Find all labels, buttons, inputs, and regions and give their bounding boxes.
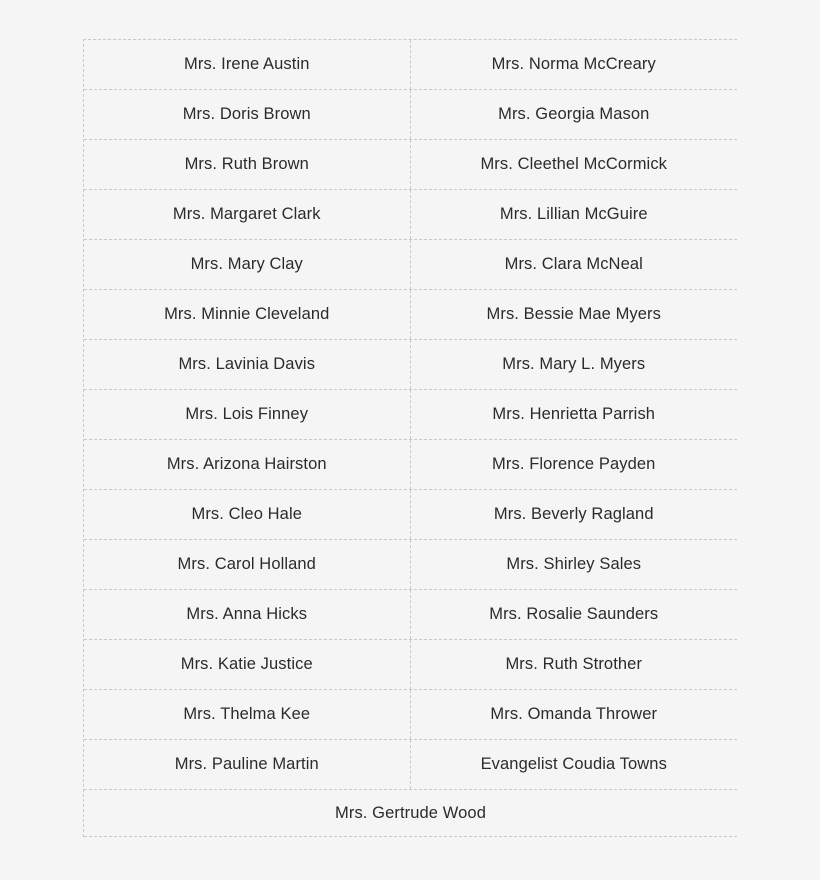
- roster-row: [84, 390, 737, 440]
- roster-name-left: Mrs. Mary Clay: [84, 240, 411, 289]
- roster-row: [84, 90, 737, 140]
- roster-row: [84, 290, 737, 340]
- roster-row: [84, 590, 737, 640]
- roster-footer-name: Mrs. Gertrude Wood: [335, 803, 486, 822]
- roster-name-right: Mrs. Bessie Mae Myers: [486, 305, 661, 323]
- roster-name-left: Mrs. Katie Justice: [84, 640, 411, 689]
- roster-name-right: Mrs. Florence Payden: [492, 455, 656, 473]
- roster-row: [84, 240, 737, 290]
- roster-name-left: Mrs. Minnie Cleveland: [84, 290, 411, 339]
- roster-name-left: Mrs. Thelma Kee: [84, 690, 411, 739]
- roster-table: [83, 39, 737, 837]
- roster-name-right: Mrs. Mary L. Myers: [502, 355, 646, 373]
- roster-name-left: Mrs. Arizona Hairston: [84, 440, 411, 489]
- roster-row: [84, 340, 737, 390]
- roster-row: [84, 40, 737, 90]
- roster-name-left: Mrs. Lavinia Davis: [84, 340, 411, 389]
- roster-name-right: Mrs. Lillian McGuire: [499, 205, 648, 223]
- roster-name-right: Mrs. Shirley Sales: [506, 555, 642, 573]
- roster-name-right: Evangelist Coudia Towns: [480, 755, 667, 773]
- roster-row: [84, 490, 737, 540]
- roster-name-left: Mrs. Cleo Hale: [84, 490, 411, 539]
- roster-name-right: Mrs. Norma McCreary: [491, 55, 656, 73]
- roster-row: [84, 540, 737, 590]
- roster-name-right: Mrs. Omanda Thrower: [490, 705, 658, 723]
- roster-name-right: Mrs. Georgia Mason: [498, 105, 650, 123]
- roster-name-left: Mrs. Pauline Martin: [84, 740, 411, 789]
- roster-row: [84, 740, 737, 790]
- roster-name-left: Mrs. Margaret Clark: [84, 190, 411, 239]
- roster-name-left: Mrs. Irene Austin: [84, 40, 411, 89]
- roster-name-right: Mrs. Clara McNeal: [504, 255, 643, 273]
- roster-name-right: Mrs. Ruth Strother: [505, 655, 643, 673]
- roster-row: [84, 690, 737, 740]
- roster-footer-row: [84, 790, 737, 837]
- roster-row: [84, 440, 737, 490]
- roster-row: [84, 640, 737, 690]
- roster-row: [84, 140, 737, 190]
- roster-name-left: Mrs. Lois Finney: [84, 390, 411, 439]
- roster-name-left: Mrs. Ruth Brown: [84, 140, 411, 189]
- roster-name-right: Mrs. Beverly Ragland: [493, 505, 654, 523]
- roster-name-right: Mrs. Cleethel McCormick: [480, 155, 668, 173]
- roster-name-right: Mrs. Henrietta Parrish: [492, 405, 656, 423]
- roster-name-left: Mrs. Doris Brown: [84, 90, 411, 139]
- roster-name-right: Mrs. Rosalie Saunders: [489, 605, 659, 623]
- roster-row: [84, 190, 737, 240]
- roster-name-left: Mrs. Anna Hicks: [84, 590, 411, 639]
- roster-name-left: Mrs. Carol Holland: [84, 540, 411, 589]
